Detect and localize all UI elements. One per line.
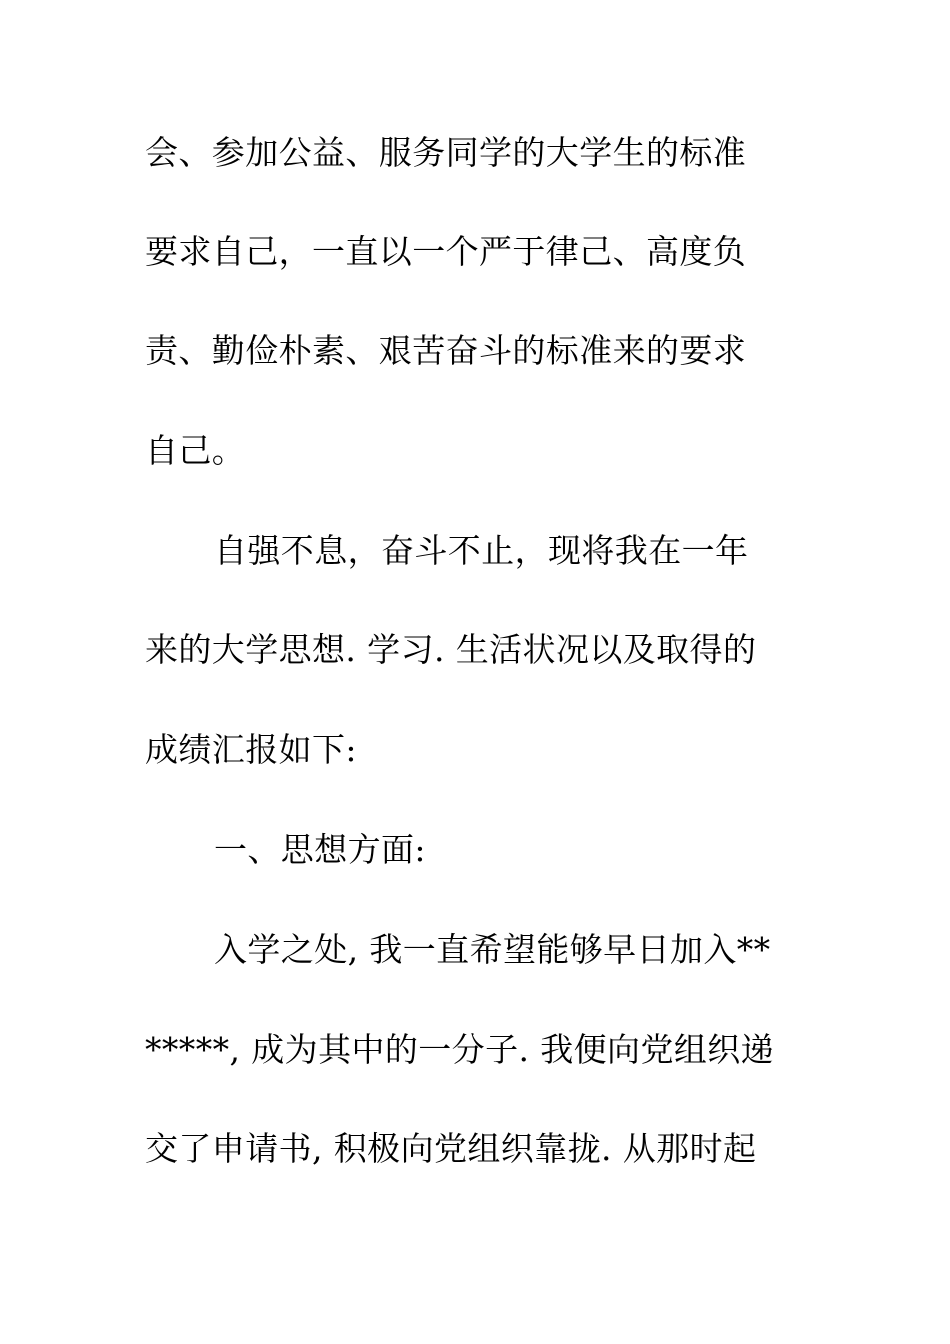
text-line-6: 来的大学思想. 学习. 生活状况以及取得的 <box>145 630 757 669</box>
paragraph-intro: 自强不息，奋斗不止，现将我在一年 <box>214 531 749 570</box>
text-line-4: 自己。 <box>145 431 246 470</box>
text-line-1: 会、参加公益、服务同学的大学生的标准 <box>145 133 747 172</box>
text-line-7: 成绩汇报如下: <box>145 730 357 769</box>
text-line-3: 责、勤俭朴素、艰苦奋斗的标准来的要求 <box>145 331 747 370</box>
paragraph-thought: 入学之处, 我一直希望能够早日加入** <box>214 930 771 969</box>
section-heading-thought: 一、思想方面: <box>214 830 426 869</box>
text-line-2: 要求自己，一直以一个严于律己、高度负 <box>145 232 747 271</box>
text-line-11: 交了申请书, 积极向党组织靠拢. 从那时起 <box>145 1129 757 1168</box>
text-line-10: *****, 成为其中的一分子. 我便向党组织递 <box>145 1030 775 1069</box>
